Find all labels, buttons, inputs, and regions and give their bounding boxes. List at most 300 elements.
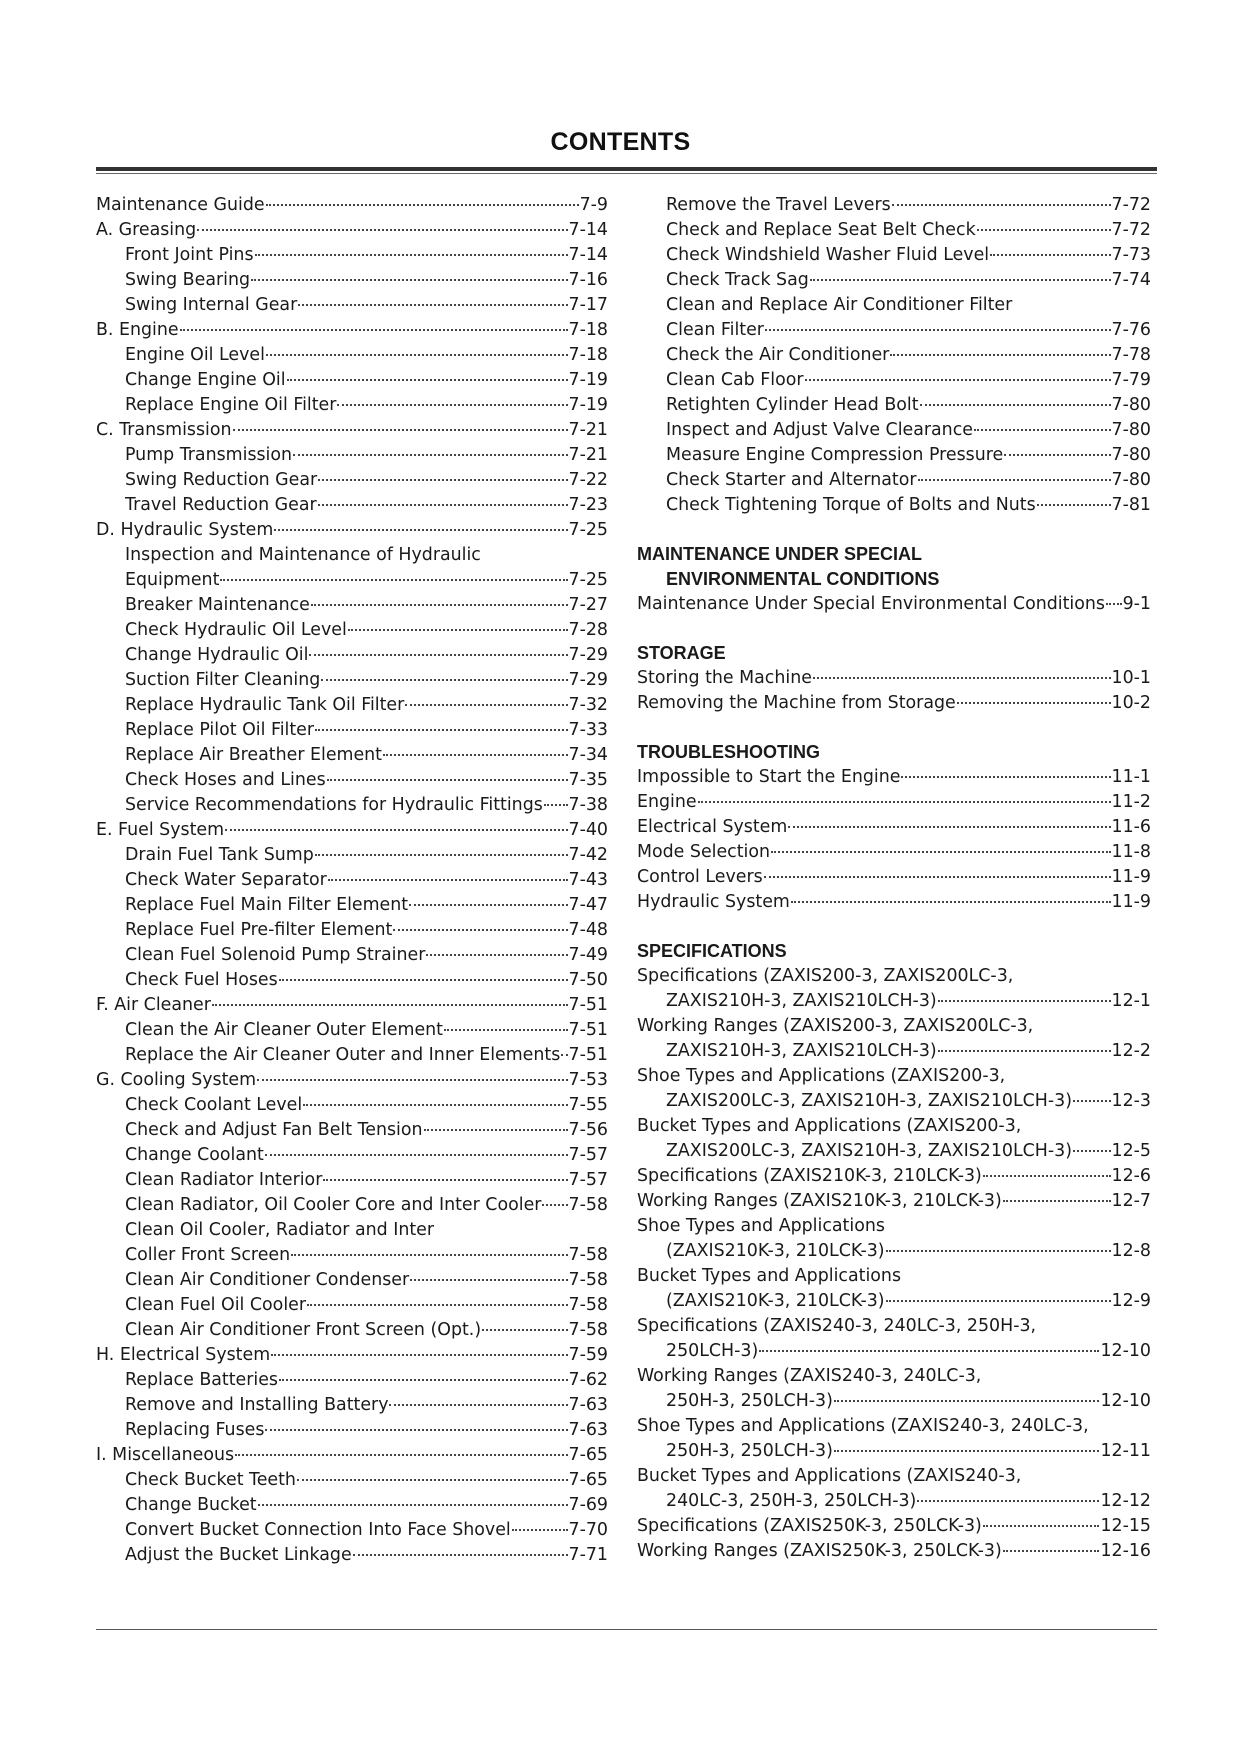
toc-entry-label: Shoe Types and Applications <box>637 1216 885 1236</box>
toc-entry-page: 10-1 <box>1111 668 1151 688</box>
toc-leader-dots <box>266 354 568 356</box>
toc-entry <box>96 268 608 293</box>
toc-entry <box>637 368 1151 393</box>
toc-entry-label: Replace Hydraulic Tank Oil Filter <box>125 695 405 715</box>
toc-entry <box>637 666 1151 691</box>
toc-entry <box>96 318 608 343</box>
toc-entry <box>96 1043 608 1068</box>
toc-entry <box>637 493 1151 518</box>
toc-leader-dots <box>266 204 579 206</box>
toc-entry-page: 7-25 <box>568 570 608 590</box>
toc-entry <box>637 1414 1151 1439</box>
toc-entry <box>96 1443 608 1468</box>
toc-entry-page: 7-18 <box>568 345 608 365</box>
toc-entry-page: 7-51 <box>568 1020 608 1040</box>
toc-entry <box>96 718 608 743</box>
toc-entry <box>637 989 1151 1014</box>
toc-leader-dots <box>764 876 1111 878</box>
toc-entry-label: Mode Selection <box>637 842 771 862</box>
toc-leader-dots <box>321 679 567 681</box>
toc-entry <box>637 1164 1151 1189</box>
toc-entry-label: Clean the Air Cleaner Outer Element <box>125 1020 443 1040</box>
toc-leader-dots <box>901 776 1110 778</box>
toc-entry-page: 7-38 <box>568 795 608 815</box>
toc-leader-dots <box>977 229 1111 231</box>
toc-leader-dots <box>279 979 568 981</box>
section-troubleshooting-entries <box>637 765 1151 915</box>
toc-entry-label: Front Joint Pins <box>125 245 254 265</box>
toc-entry-page: 12-1 <box>1111 991 1151 1011</box>
toc-entry-label: Clean Fuel Oil Cooler <box>125 1295 306 1315</box>
toc-leader-dots <box>765 329 1111 331</box>
toc-entry-label: Check Water Separator <box>125 870 327 890</box>
toc-entry <box>96 493 608 518</box>
toc-leader-dots <box>328 879 568 881</box>
toc-entry-page: 7-29 <box>568 670 608 690</box>
toc-entry-label: Coller Front Screen <box>125 1245 291 1265</box>
toc-entry-label: Retighten Cylinder Head Bolt <box>666 395 919 415</box>
toc-entry <box>96 1093 608 1118</box>
section-heading-maintenance-special-line2: ENVIRONMENTAL CONDITIONS <box>666 569 940 589</box>
toc-entry-page: 7-72 <box>1111 220 1151 240</box>
toc-entry-label: 250H-3, 250LCH-3) <box>666 1441 833 1461</box>
page-title: CONTENTS <box>550 128 691 156</box>
toc-entry-label: Pump Transmission <box>125 445 293 465</box>
toc-entry-label: Check Hydraulic Oil Level <box>125 620 347 640</box>
toc-entry-page: 7-62 <box>568 1370 608 1390</box>
toc-entry <box>96 1518 608 1543</box>
toc-entry-page: 7-53 <box>568 1070 608 1090</box>
toc-leader-dots <box>1106 603 1122 605</box>
toc-entry <box>637 1389 1151 1414</box>
toc-entry <box>96 368 608 393</box>
section-storage-entries <box>637 666 1151 716</box>
toc-leader-dots <box>424 1129 568 1131</box>
toc-entry <box>96 1243 608 1268</box>
toc-entry-label: 240LC-3, 250H-3, 250LCH-3) <box>666 1491 917 1511</box>
toc-entry-page: 7-69 <box>568 1495 608 1515</box>
toc-entry <box>637 1264 1151 1289</box>
toc-entry <box>96 1468 608 1493</box>
section-heading-troubleshooting: TROUBLESHOOTING <box>637 742 820 762</box>
toc-entry-label: Travel Reduction Gear <box>125 495 317 515</box>
contents-left-column <box>96 193 608 1568</box>
toc-entry-label: Clean Air Conditioner Front Screen (Opt.) <box>125 1320 482 1340</box>
toc-entry <box>637 1239 1151 1264</box>
toc-entry-page: 7-80 <box>1111 395 1151 415</box>
toc-leader-dots <box>813 677 1111 679</box>
toc-leader-dots <box>1073 1100 1111 1102</box>
toc-leader-dots <box>318 479 567 481</box>
toc-entry-label: Specifications (ZAXIS240-3, 240LC-3, 250H-3, <box>637 1316 1037 1336</box>
toc-leader-dots <box>1003 1200 1111 1202</box>
toc-entry <box>96 618 608 643</box>
toc-entry <box>96 1368 608 1393</box>
toc-leader-dots <box>180 329 568 331</box>
toc-entry-page: 7-65 <box>568 1445 608 1465</box>
toc-entry-page: 7-14 <box>568 220 608 240</box>
toc-entry-label: Swing Reduction Gear <box>125 470 318 490</box>
toc-leader-dots <box>383 754 568 756</box>
toc-entry <box>96 818 608 843</box>
toc-entry-page: 12-7 <box>1111 1191 1151 1211</box>
toc-entry-page: 7-51 <box>568 1045 608 1065</box>
toc-entry-page: 7-76 <box>1111 320 1151 340</box>
toc-leader-dots <box>990 254 1110 256</box>
toc-entry-page: 7-32 <box>568 695 608 715</box>
toc-entry <box>96 1143 608 1168</box>
toc-leader-dots <box>886 1300 1111 1302</box>
toc-leader-dots <box>938 1050 1111 1052</box>
toc-entry-label: (ZAXIS210K-3, 210LCK-3) <box>666 1291 885 1311</box>
section-maintenance-special-entries <box>637 592 1151 617</box>
toc-entry <box>637 1489 1151 1514</box>
toc-leader-dots <box>323 1179 567 1181</box>
toc-entry-page: 7-48 <box>568 920 608 940</box>
toc-leader-dots <box>251 279 568 281</box>
toc-entry <box>637 1439 1151 1464</box>
toc-entry-label: Replace Fuel Pre-filter Element <box>125 920 393 940</box>
toc-entry-page: 12-11 <box>1100 1441 1151 1461</box>
toc-leader-dots <box>233 429 568 431</box>
toc-leader-dots <box>805 379 1111 381</box>
toc-entry <box>637 418 1151 443</box>
toc-entry-page: 7-21 <box>568 445 608 465</box>
toc-entry <box>96 1193 608 1218</box>
toc-leader-dots <box>257 1079 567 1081</box>
toc-entry <box>637 592 1151 617</box>
toc-entry <box>96 893 608 918</box>
toc-entry <box>96 1018 608 1043</box>
toc-leader-dots <box>298 304 567 306</box>
toc-entry-page: 7-19 <box>568 370 608 390</box>
toc-entry-label: A. Greasing <box>96 220 197 240</box>
toc-entry-page: 7-79 <box>1111 370 1151 390</box>
toc-entry <box>96 868 608 893</box>
toc-entry-page: 7-80 <box>1111 445 1151 465</box>
toc-leader-dots <box>311 604 568 606</box>
toc-leader-dots <box>271 1354 567 1356</box>
toc-entry-page: 7-47 <box>568 895 608 915</box>
toc-entry-page: 7-70 <box>568 1520 608 1540</box>
toc-entry-page: 11-9 <box>1111 892 1151 912</box>
toc-entry <box>637 218 1151 243</box>
toc-leader-dots <box>890 354 1110 356</box>
toc-entry <box>96 693 608 718</box>
toc-entry <box>637 393 1151 418</box>
toc-leader-dots <box>410 1279 567 1281</box>
toc-entry <box>637 1339 1151 1364</box>
toc-entry-label: Replace the Air Cleaner Outer and Inner Elements <box>125 1045 561 1065</box>
toc-leader-dots <box>393 929 567 931</box>
toc-entry-label: Check Windshield Washer Fluid Level <box>666 245 990 265</box>
toc-entry <box>637 1214 1151 1239</box>
toc-entry-label: (ZAXIS210K-3, 210LCK-3) <box>666 1241 885 1261</box>
toc-entry <box>96 668 608 693</box>
toc-leader-dots <box>212 1004 568 1006</box>
toc-entry-label: D. Hydraulic System <box>96 520 274 540</box>
toc-entry-page: 7-56 <box>568 1120 608 1140</box>
toc-entry-label: Convert Bucket Connection Into Face Shovel <box>125 1520 511 1540</box>
title-rule-thin <box>96 173 1157 174</box>
toc-entry-page: 11-6 <box>1111 817 1151 837</box>
toc-entry-label: Swing Bearing <box>125 270 251 290</box>
toc-entry <box>96 293 608 318</box>
toc-entry <box>637 840 1151 865</box>
toc-entry-label: Check Coolant Level <box>125 1095 303 1115</box>
toc-entry-page: 7-42 <box>568 845 608 865</box>
toc-leader-dots <box>1004 454 1110 456</box>
toc-entry-label: Clean Air Conditioner Condenser <box>125 1270 410 1290</box>
toc-entry <box>637 1089 1151 1114</box>
toc-entry <box>96 468 608 493</box>
toc-leader-dots <box>983 1525 1100 1527</box>
toc-entry-page: 7-19 <box>568 395 608 415</box>
toc-entry <box>637 1064 1151 1089</box>
toc-leader-dots <box>834 1400 1100 1402</box>
toc-entry-page: 7-58 <box>568 1295 608 1315</box>
toc-entry <box>637 1289 1151 1314</box>
toc-entry-label: Check the Air Conditioner <box>666 345 890 365</box>
toc-leader-dots <box>918 479 1111 481</box>
toc-entry-label: Bucket Types and Applications <box>637 1266 902 1286</box>
toc-leader-dots <box>235 1454 567 1456</box>
toc-entry-label: Clean Radiator Interior <box>125 1170 323 1190</box>
toc-entry-label: Change Bucket <box>125 1495 257 1515</box>
toc-entry <box>637 343 1151 368</box>
toc-entry <box>637 865 1151 890</box>
toc-entry <box>96 743 608 768</box>
toc-entry <box>96 643 608 668</box>
toc-entry <box>96 343 608 368</box>
toc-entry-label: Breaker Maintenance <box>125 595 310 615</box>
toc-entry <box>637 890 1151 915</box>
toc-leader-dots <box>698 801 1111 803</box>
toc-entry-label: Adjust the Bucket Linkage <box>125 1545 352 1565</box>
toc-entry-label: Check and Replace Seat Belt Check <box>666 220 976 240</box>
toc-entry-label: Specifications (ZAXIS250K-3, 250LCK-3) <box>637 1516 982 1536</box>
toc-entry-page: 7-80 <box>1111 470 1151 490</box>
toc-entry <box>637 443 1151 468</box>
toc-entry-page: 7-74 <box>1111 270 1151 290</box>
toc-entry-page: 7-81 <box>1111 495 1151 515</box>
toc-leader-dots <box>309 654 567 656</box>
toc-entry <box>96 568 608 593</box>
toc-entry-label: Storing the Machine <box>637 668 812 688</box>
toc-leader-dots <box>287 379 568 381</box>
toc-entry <box>96 1218 608 1243</box>
toc-leader-dots <box>834 1450 1100 1452</box>
toc-entry <box>96 1318 608 1343</box>
toc-entry-label: Check Starter and Alternator <box>666 470 917 490</box>
toc-entry-page: 10-2 <box>1111 693 1151 713</box>
toc-entry-label: Working Ranges (ZAXIS200-3, ZAXIS200LC-3, <box>637 1016 1034 1036</box>
toc-entry <box>96 1168 608 1193</box>
toc-entry <box>96 968 608 993</box>
toc-entry-page: 11-2 <box>1111 792 1151 812</box>
toc-entry <box>637 790 1151 815</box>
toc-leader-dots <box>892 204 1111 206</box>
toc-entry-label: Check Tightening Torque of Bolts and Nuts <box>666 495 1036 515</box>
toc-entry-page: 7-9 <box>579 195 608 215</box>
toc-leader-dots <box>542 1204 567 1206</box>
toc-entry-page: 7-72 <box>1111 195 1151 215</box>
title-rule <box>96 167 1157 171</box>
footer-rule <box>96 1629 1157 1630</box>
toc-entry-label: Remove the Travel Levers <box>666 195 891 215</box>
toc-entry-label: Check Hoses and Lines <box>125 770 326 790</box>
toc-entry-page: 7-22 <box>568 470 608 490</box>
toc-entry-page: 7-40 <box>568 820 608 840</box>
toc-entry <box>637 1039 1151 1064</box>
toc-entry <box>96 1118 608 1143</box>
toc-entry-page: 7-33 <box>568 720 608 740</box>
toc-entry-label: ZAXIS210H-3, ZAXIS210LCH-3) <box>666 1041 937 1061</box>
toc-entry-label: Maintenance Guide <box>96 195 265 215</box>
toc-entry <box>96 1268 608 1293</box>
toc-entry-label: Clean Fuel Solenoid Pump Strainer <box>125 945 426 965</box>
toc-leader-dots <box>771 851 1110 853</box>
toc-entry <box>637 243 1151 268</box>
toc-entry-page: 7-57 <box>568 1170 608 1190</box>
toc-entry-label: Measure Engine Compression Pressure <box>666 445 1004 465</box>
section-heading-storage: STORAGE <box>637 643 726 663</box>
toc-entry-label: Replacing Fuses <box>125 1420 265 1440</box>
toc-leader-dots <box>279 1379 568 1381</box>
toc-entry-label: Check Bucket Teeth <box>125 1470 296 1490</box>
toc-entry-label: Check Fuel Hoses <box>125 970 278 990</box>
toc-entry-page: 11-9 <box>1111 867 1151 887</box>
toc-entry-label: Clean Oil Cooler, Radiator and Inter <box>125 1220 435 1240</box>
toc-leader-dots <box>983 1175 1111 1177</box>
toc-entry-page: 7-58 <box>568 1195 608 1215</box>
toc-entry <box>637 1014 1151 1039</box>
toc-entry-label: Control Levers <box>637 867 763 887</box>
toc-entry-label: Replace Engine Oil Filter <box>125 395 337 415</box>
toc-entry-label: Clean Radiator, Oil Cooler Core and Inter Cooler <box>125 1195 542 1215</box>
toc-entry-page: 7-63 <box>568 1395 608 1415</box>
toc-leader-dots <box>974 429 1111 431</box>
toc-entry <box>96 843 608 868</box>
toc-entry-label: 250LCH-3) <box>666 1341 759 1361</box>
toc-entry-page: 7-65 <box>568 1470 608 1490</box>
contents-right-column <box>637 193 1151 1564</box>
toc-entry-label: Engine <box>637 792 697 812</box>
toc-entry-page: 7-78 <box>1111 345 1151 365</box>
toc-entry-label: ZAXIS200LC-3, ZAXIS210H-3, ZAXIS210LCH-3) <box>666 1091 1072 1111</box>
toc-entry-page: 12-16 <box>1100 1541 1151 1561</box>
toc-entry-label: 250H-3, 250LCH-3) <box>666 1391 833 1411</box>
toc-leader-dots <box>318 504 568 506</box>
toc-entry-label: Bucket Types and Applications (ZAXIS240-3, <box>637 1466 1022 1486</box>
toc-entry <box>637 268 1151 293</box>
toc-entry-page: 7-16 <box>568 270 608 290</box>
toc-entry-page: 11-1 <box>1111 767 1151 787</box>
toc-leader-dots <box>938 1000 1111 1002</box>
toc-entry-label: Impossible to Start the Engine <box>637 767 901 787</box>
toc-entry <box>637 1114 1151 1139</box>
section-heading-specifications: SPECIFICATIONS <box>637 941 787 961</box>
toc-entry-page: 7-51 <box>568 995 608 1015</box>
toc-entry <box>637 1314 1151 1339</box>
toc-entry-page: 7-29 <box>568 645 608 665</box>
toc-entry <box>96 918 608 943</box>
toc-entry-label: Specifications (ZAXIS210K-3, 210LCK-3) <box>637 1166 982 1186</box>
toc-entry-label: Hydraulic System <box>637 892 790 912</box>
toc-leader-dots <box>920 404 1111 406</box>
toc-entry-label: Bucket Types and Applications (ZAXIS200-3, <box>637 1116 1022 1136</box>
toc-entry-label: Specifications (ZAXIS200-3, ZAXIS200LC-3, <box>637 966 1014 986</box>
toc-entry <box>637 468 1151 493</box>
toc-entry-page: 12-3 <box>1111 1091 1151 1111</box>
toc-entry <box>96 943 608 968</box>
toc-leader-dots <box>759 1350 1099 1352</box>
toc-entry <box>96 1493 608 1518</box>
toc-entry-page: 12-10 <box>1100 1391 1151 1411</box>
toc-entry-page: 7-55 <box>568 1095 608 1115</box>
toc-entry-label: Inspection and Maintenance of Hydraulic <box>125 545 481 565</box>
toc-leader-dots <box>561 1054 567 1056</box>
toc-leader-dots <box>791 901 1111 903</box>
toc-entry <box>96 1393 608 1418</box>
toc-leader-dots <box>265 1429 567 1431</box>
toc-entry-label: Maintenance Under Special Environmental Conditions <box>637 594 1105 614</box>
toc-leader-dots <box>291 1254 567 1256</box>
toc-entry <box>96 1543 608 1568</box>
toc-entry-label: Working Ranges (ZAXIS250K-3, 250LCK-3) <box>637 1541 1002 1561</box>
toc-entry-label: Check Track Sag <box>666 270 809 290</box>
toc-entry <box>96 543 608 568</box>
toc-leader-dots <box>348 629 568 631</box>
toc-leader-dots <box>482 1329 567 1331</box>
toc-leader-dots <box>1073 1150 1111 1152</box>
toc-entry-page: 7-59 <box>568 1345 608 1365</box>
toc-entry-label: I. Miscellaneous <box>96 1445 235 1465</box>
toc-entry <box>637 193 1151 218</box>
toc-entry <box>96 243 608 268</box>
toc-leader-dots <box>303 1104 567 1106</box>
toc-leader-dots <box>315 854 568 856</box>
toc-leader-dots <box>225 829 568 831</box>
section-heading-maintenance-special: MAINTENANCE UNDER SPECIAL <box>637 544 923 564</box>
toc-entry <box>637 1189 1151 1214</box>
toc-entry-page: 7-50 <box>568 970 608 990</box>
toc-entry <box>96 418 608 443</box>
toc-entry-page: 12-2 <box>1111 1041 1151 1061</box>
toc-entry <box>96 443 608 468</box>
toc-entry-label: C. Transmission <box>96 420 232 440</box>
toc-entry <box>637 964 1151 989</box>
toc-entry <box>96 393 608 418</box>
toc-entry-label: Inspect and Adjust Valve Clearance <box>666 420 973 440</box>
toc-leader-dots <box>353 1554 568 1556</box>
toc-entry-label: Replace Pilot Oil Filter <box>125 720 315 740</box>
toc-entry-page: 12-10 <box>1100 1341 1151 1361</box>
toc-entry <box>96 1418 608 1443</box>
toc-entry <box>96 218 608 243</box>
toc-leader-dots <box>1003 1550 1100 1552</box>
toc-entry-page: 7-17 <box>568 295 608 315</box>
toc-entry-label: E. Fuel System <box>96 820 225 840</box>
toc-entry <box>96 1293 608 1318</box>
toc-entry-label: G. Cooling System <box>96 1070 257 1090</box>
toc-entry-page: 9-1 <box>1122 594 1151 614</box>
toc-entry-label: Change Engine Oil <box>125 370 286 390</box>
toc-leader-dots <box>274 529 567 531</box>
toc-entry <box>637 318 1151 343</box>
toc-entry-label: B. Engine <box>96 320 179 340</box>
toc-leader-dots <box>788 826 1110 828</box>
